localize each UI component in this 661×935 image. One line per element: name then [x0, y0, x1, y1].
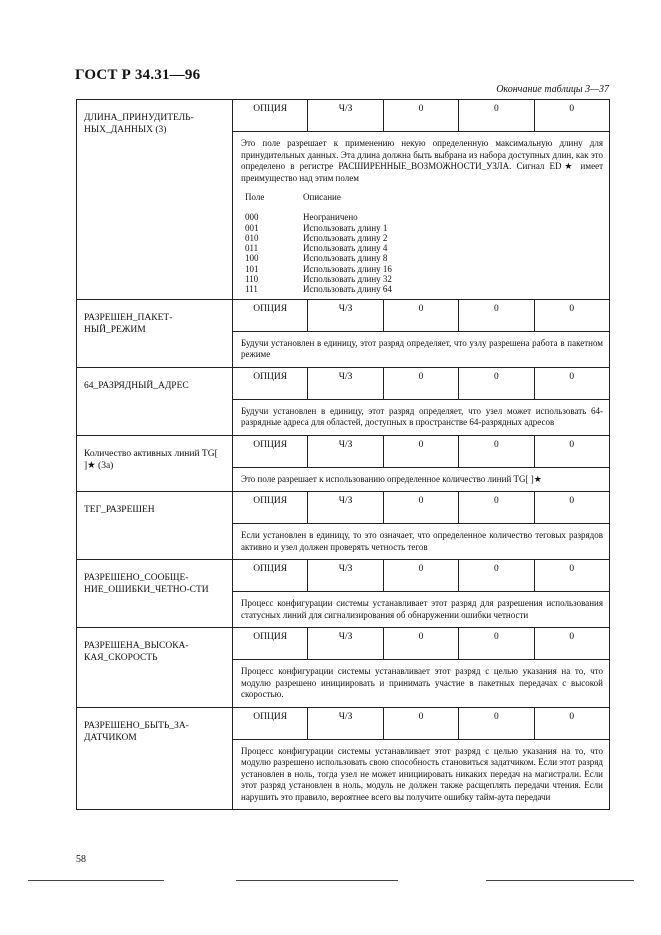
attribute-cell: 0 — [534, 436, 609, 468]
code-meaning: Использовать длину 4 — [303, 243, 388, 254]
field-content — [233, 707, 610, 810]
code-value: 001 — [245, 222, 259, 233]
attribute-cell: Ч/З — [308, 708, 383, 740]
field-attributes — [233, 100, 609, 132]
code-value: 010 — [245, 232, 259, 243]
code-meaning: Использовать длину 16 — [303, 263, 392, 274]
field-name: РАЗРЕШЕНА_ВЫСОКА-КАЯ_СКОРОСТЬ — [77, 628, 233, 708]
code-value: 100 — [245, 253, 259, 264]
attribute-cell: ОПЦИЯ — [233, 368, 308, 400]
footer-rule-middle — [236, 880, 398, 881]
code-list-item — [241, 233, 601, 243]
code-value: 111 — [245, 284, 258, 295]
attribute-cell: 0 — [459, 708, 534, 740]
attribute-cell: 0 — [534, 368, 609, 400]
code-header-label: Описание — [303, 192, 341, 202]
attribute-cell: Ч/З — [308, 436, 383, 468]
attribute-cell: 0 — [459, 560, 534, 592]
code-value: 011 — [245, 243, 259, 254]
field-attributes — [233, 300, 609, 332]
code-value: 110 — [245, 274, 259, 285]
field-name: ДЛИНА_ПРИНУДИТЕЛЬ-НЫХ_ДАННЫХ (3) — [77, 100, 233, 300]
field-description: Процесс конфигурации системы устанавливает этот разряд с целью указания на то, что модулю разрешено инициировать и принимать участие в пакетных передачах с высокой скоростью. — [241, 666, 603, 700]
code-list-item — [241, 243, 601, 253]
field-content — [233, 435, 610, 492]
attribute-cell: Ч/З — [308, 300, 383, 332]
attribute-cell: 0 — [383, 708, 458, 740]
code-meaning: Использовать длину 64 — [303, 284, 392, 295]
field-content — [233, 367, 610, 435]
code-list-header — [241, 192, 601, 202]
attribute-cell: 0 — [383, 492, 458, 524]
code-list-item — [241, 253, 601, 263]
attribute-cell: Ч/З — [308, 560, 383, 592]
field-content — [233, 560, 610, 628]
attribute-cell: Ч/З — [308, 368, 383, 400]
attribute-cell: 0 — [534, 100, 609, 132]
code-list — [233, 190, 609, 299]
attribute-cell: Ч/З — [308, 492, 383, 524]
field-content — [233, 628, 610, 708]
attribute-cell: ОПЦИЯ — [233, 628, 308, 660]
field-content — [233, 299, 610, 367]
attribute-cell: 0 — [534, 300, 609, 332]
field-attributes — [233, 560, 609, 592]
table-row — [77, 299, 610, 367]
table-row — [77, 100, 610, 300]
field-description: Это поле разрешает к применению некую определенную максимальную длину для принудительных данных. Эта длина должна быть выбрана из набора доступных длин, как это определено в регистре РАСШИРЕННЫЕ_ВОЗМОЖНОСТИ_УЗЛА. Сигнал ED★ имеет преимущество над этим полем — [241, 138, 603, 183]
field-name: РАЗРЕШЕНО_БЫТЬ_ЗА-ДАТЧИКОМ — [77, 707, 233, 810]
attribute-cell: 0 — [383, 560, 458, 592]
register-fields-table — [76, 99, 610, 810]
table-continuation-caption: Окончание таблицы 3—37 — [496, 84, 609, 95]
attribute-cell: ОПЦИЯ — [233, 436, 308, 468]
field-attributes — [233, 368, 609, 400]
attribute-cell: 0 — [383, 436, 458, 468]
code-meaning: Использовать длину 8 — [303, 253, 388, 264]
document-code: ГОСТ Р 34.31—96 — [75, 67, 201, 83]
field-content — [233, 100, 610, 300]
code-list-item — [241, 264, 601, 274]
attribute-cell: 0 — [534, 708, 609, 740]
code-meaning: Неограничено — [303, 212, 358, 223]
page-number: 58 — [76, 854, 86, 865]
table-row — [77, 435, 610, 492]
attribute-cell: Ч/З — [308, 628, 383, 660]
code-meaning: Использовать длину 32 — [303, 274, 392, 285]
field-attributes — [233, 492, 609, 524]
field-description: Будучи установлен в единицу, этот разряд определяет, что узел может использовать 64-разрядные адреса для областей, доступных в пространстве 64-разрядных адресов — [241, 405, 603, 428]
field-description: Если установлен в единицу, то это означает, что определенное количество теговых разрядов активно и узел должен проверять четность тегов — [241, 530, 603, 552]
footer-rule-right — [486, 880, 634, 881]
table-row — [77, 492, 610, 560]
field-attributes — [233, 628, 609, 660]
field-name: РАЗРЕШЕНО_СООБЩЕ-НИЕ_ОШИБКИ_ЧЕТНО-СТИ — [77, 560, 233, 628]
attribute-cell: ОПЦИЯ — [233, 300, 308, 332]
table-row — [77, 707, 610, 810]
attribute-cell: ОПЦИЯ — [233, 708, 308, 740]
attribute-cell: ОПЦИЯ — [233, 492, 308, 524]
attribute-cell: 0 — [534, 492, 609, 524]
attribute-cell: 0 — [459, 100, 534, 132]
field-attributes — [233, 436, 609, 468]
attribute-cell: 0 — [383, 628, 458, 660]
attribute-cell: 0 — [459, 628, 534, 660]
code-header-label: Поле — [245, 192, 265, 202]
code-value: 101 — [245, 263, 259, 274]
table-row — [77, 560, 610, 628]
code-value: 000 — [245, 212, 259, 223]
code-list-item — [241, 274, 601, 284]
field-attributes — [233, 708, 609, 740]
field-name: ТЕГ_РАЗРЕШЕН — [77, 492, 233, 560]
attribute-cell: 0 — [459, 436, 534, 468]
attribute-cell: 0 — [534, 628, 609, 660]
attribute-cell: 0 — [459, 300, 534, 332]
attribute-cell: 0 — [459, 368, 534, 400]
attribute-cell: ОПЦИЯ — [233, 100, 308, 132]
table-row — [77, 628, 610, 708]
table-row — [77, 367, 610, 435]
field-description: Будучи установлен в единицу, этот разряд определяет, что узлу разрешена работа в пакетном режиме — [241, 337, 603, 360]
attribute-cell: 0 — [383, 100, 458, 132]
field-name: Количество активных линий TG[ ]★ (3а) — [77, 435, 233, 492]
footer-rule-left — [28, 880, 164, 881]
code-list-item — [241, 212, 601, 222]
attribute-cell: 0 — [383, 300, 458, 332]
code-meaning: Использовать длину 1 — [303, 222, 388, 233]
attribute-cell: ОПЦИЯ — [233, 560, 308, 592]
code-list-item — [241, 223, 601, 233]
field-name: 64_РАЗРЯДНЫЙ_АДРЕС — [77, 367, 233, 435]
attribute-cell: 0 — [459, 492, 534, 524]
attribute-cell: Ч/З — [308, 100, 383, 132]
field-content — [233, 492, 610, 560]
field-description: Процесс конфигурации системы устанавливает этот разряд с целью указания на то, что модулю разрешено использовать свою способность становиться задатчиком. Если этот разряд установлен в ноль, тогда узел не может инициировать никаких передач на магистрали. Если этот разряд установлен в ноль, модуль не должен также расщеплять передачи чтения. Если нарушить это правило, вероятнее всего вы получите ошибку тайм-аута передачи — [241, 745, 603, 802]
attribute-cell: 0 — [383, 368, 458, 400]
field-description: Процесс конфигурации системы устанавливает этот разряд для разрешения использования статусных линий для сигнализирования об обнаружении ошибки четности — [241, 598, 603, 620]
field-name: РАЗРЕШЕН_ПАКЕТ-НЫЙ_РЕЖИМ — [77, 299, 233, 367]
code-list-item — [241, 284, 601, 294]
field-description: Это поле разрешает к использованию определенное количество линий TG[ ]★ — [241, 473, 542, 484]
code-meaning: Использовать длину 2 — [303, 232, 388, 243]
attribute-cell: 0 — [534, 560, 609, 592]
